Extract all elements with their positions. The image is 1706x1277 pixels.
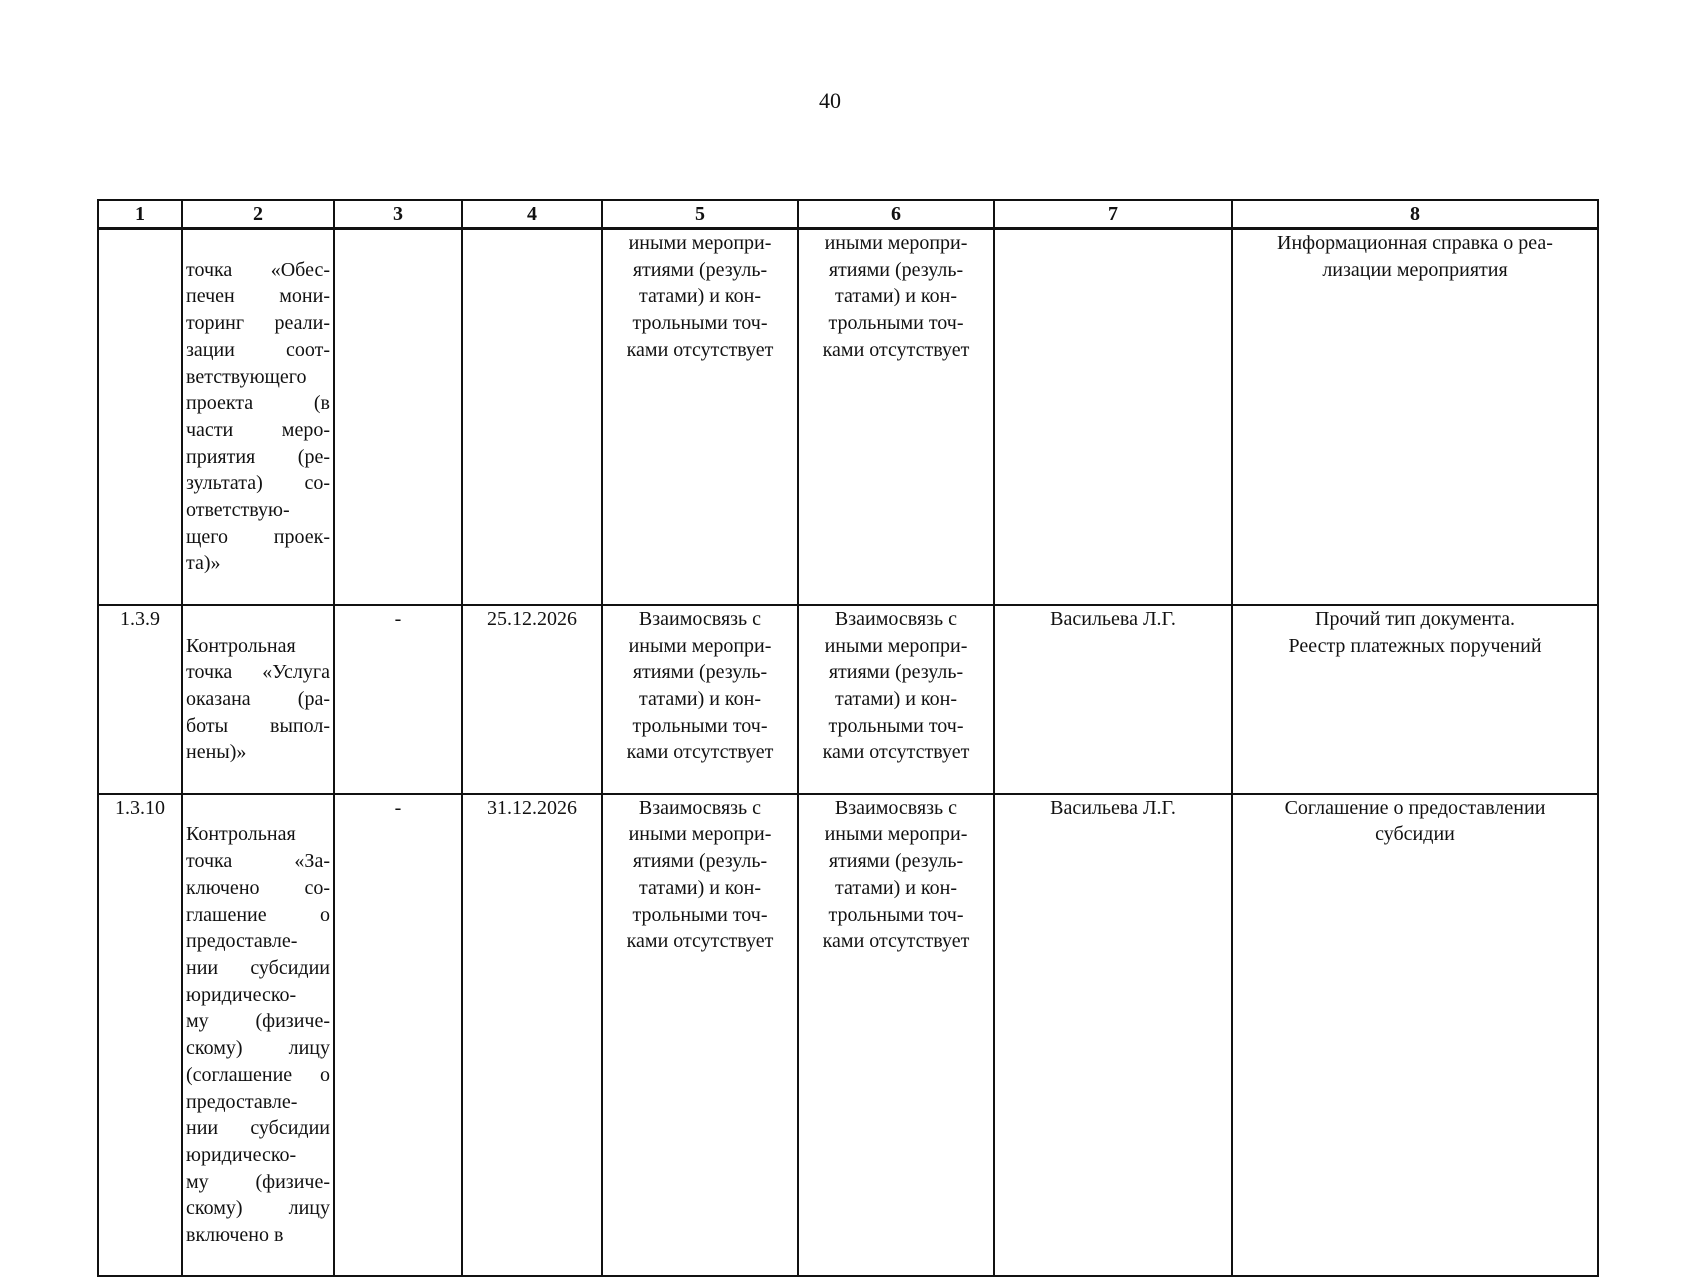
plan-table: [97, 199, 1599, 1277]
name-text: [186, 257, 330, 577]
row-col4: 25.12.2026: [462, 605, 602, 794]
name-line: юридическо-: [186, 983, 297, 1006]
name-line: приятия (ре-: [186, 445, 330, 468]
name-line: зации соот-: [186, 338, 330, 361]
name-line: зультата) со-: [186, 472, 330, 495]
row-col6: Взаимосвязь с иными меропри- ятиями (резуль- татами) и кон- трольными точ- ками отсутствует: [798, 794, 994, 1277]
row-col7: Васильева Л.Г.: [994, 794, 1232, 1277]
name-line: включено в: [186, 1224, 284, 1247]
name-line: предоставле-: [186, 930, 298, 953]
row-col3: [334, 229, 462, 605]
name-line: нии субсидии: [186, 956, 330, 979]
row-col8: Прочий тип документа. Реестр платежных поручений: [1232, 605, 1598, 794]
name-line: оказана (ра-: [186, 687, 330, 710]
name-line: проекта (в: [186, 392, 330, 415]
row-col6: Взаимосвязь с иными меропри- ятиями (резуль- татами) и кон- трольными точ- ками отсутствует: [798, 605, 994, 794]
name-text: [186, 821, 330, 1248]
row-col8: Информационная справка о реа- лизации мероприятия: [1232, 229, 1598, 605]
name-line: точка «Услуга: [186, 661, 330, 684]
name-line: нии субсидии: [186, 1117, 330, 1140]
name-line: печен мони-: [186, 285, 330, 308]
column-header-8: 8: [1232, 200, 1598, 229]
page-number: 40: [819, 88, 841, 113]
name-line: точка «За-: [186, 850, 330, 873]
row-col7: [994, 229, 1232, 605]
name-line: торинг реали-: [186, 312, 330, 335]
row-name: [182, 605, 334, 794]
row-col5: иными меропри- ятиями (резуль- татами) и кон- трольными точ- ками отсутствует: [602, 229, 798, 605]
table-row: [98, 229, 1598, 605]
name-line: ответствую-: [186, 499, 290, 522]
row-col6: иными меропри- ятиями (резуль- татами) и кон- трольными точ- ками отсутствует: [798, 229, 994, 605]
table-header: [98, 200, 1598, 229]
name-line: скому) лицу: [186, 1197, 330, 1220]
column-header-7: 7: [994, 200, 1232, 229]
name-line: му (физиче-: [186, 1170, 330, 1193]
row-name: [182, 229, 334, 605]
row-number: [98, 229, 182, 605]
name-line: ветствующего: [186, 365, 307, 388]
row-number: 1.3.9: [98, 605, 182, 794]
column-header-4: 4: [462, 200, 602, 229]
name-line: нены)»: [186, 741, 247, 764]
row-name: [182, 794, 334, 1277]
name-line: та)»: [186, 552, 221, 575]
name-line: точка «Обес-: [186, 258, 330, 281]
row-col3: -: [334, 605, 462, 794]
column-header-1: 1: [98, 200, 182, 229]
name-line: глашение о: [186, 903, 330, 926]
column-header-2: 2: [182, 200, 334, 229]
table-row: [98, 605, 1598, 794]
column-header-5: 5: [602, 200, 798, 229]
name-line: Контрольная: [186, 823, 296, 846]
name-line: Контрольная: [186, 634, 296, 657]
name-line: юридическо-: [186, 1143, 297, 1166]
column-header-3: 3: [334, 200, 462, 229]
row-col8: Соглашение о предоставлении субсидии: [1232, 794, 1598, 1277]
column-header-6: 6: [798, 200, 994, 229]
row-col4: [462, 229, 602, 605]
name-line: предоставле-: [186, 1090, 298, 1113]
name-text: [186, 633, 330, 767]
name-line: части меро-: [186, 418, 330, 441]
name-line: му (физиче-: [186, 1010, 330, 1033]
name-line: боты выпол-: [186, 714, 330, 737]
name-line: щего проек-: [186, 525, 330, 548]
name-line: (соглашение о: [186, 1063, 330, 1086]
name-line: скому) лицу: [186, 1037, 330, 1060]
row-col5: Взаимосвязь с иными меропри- ятиями (резуль- татами) и кон- трольными точ- ками отсутствует: [602, 794, 798, 1277]
row-col7: Васильева Л.Г.: [994, 605, 1232, 794]
table-row: [98, 794, 1598, 1277]
row-number: 1.3.10: [98, 794, 182, 1277]
row-col5: Взаимосвязь с иными меропри- ятиями (резуль- татами) и кон- трольными точ- ками отсутствует: [602, 605, 798, 794]
row-col4: 31.12.2026: [462, 794, 602, 1277]
name-line: ключено со-: [186, 876, 330, 899]
row-col3: -: [334, 794, 462, 1277]
